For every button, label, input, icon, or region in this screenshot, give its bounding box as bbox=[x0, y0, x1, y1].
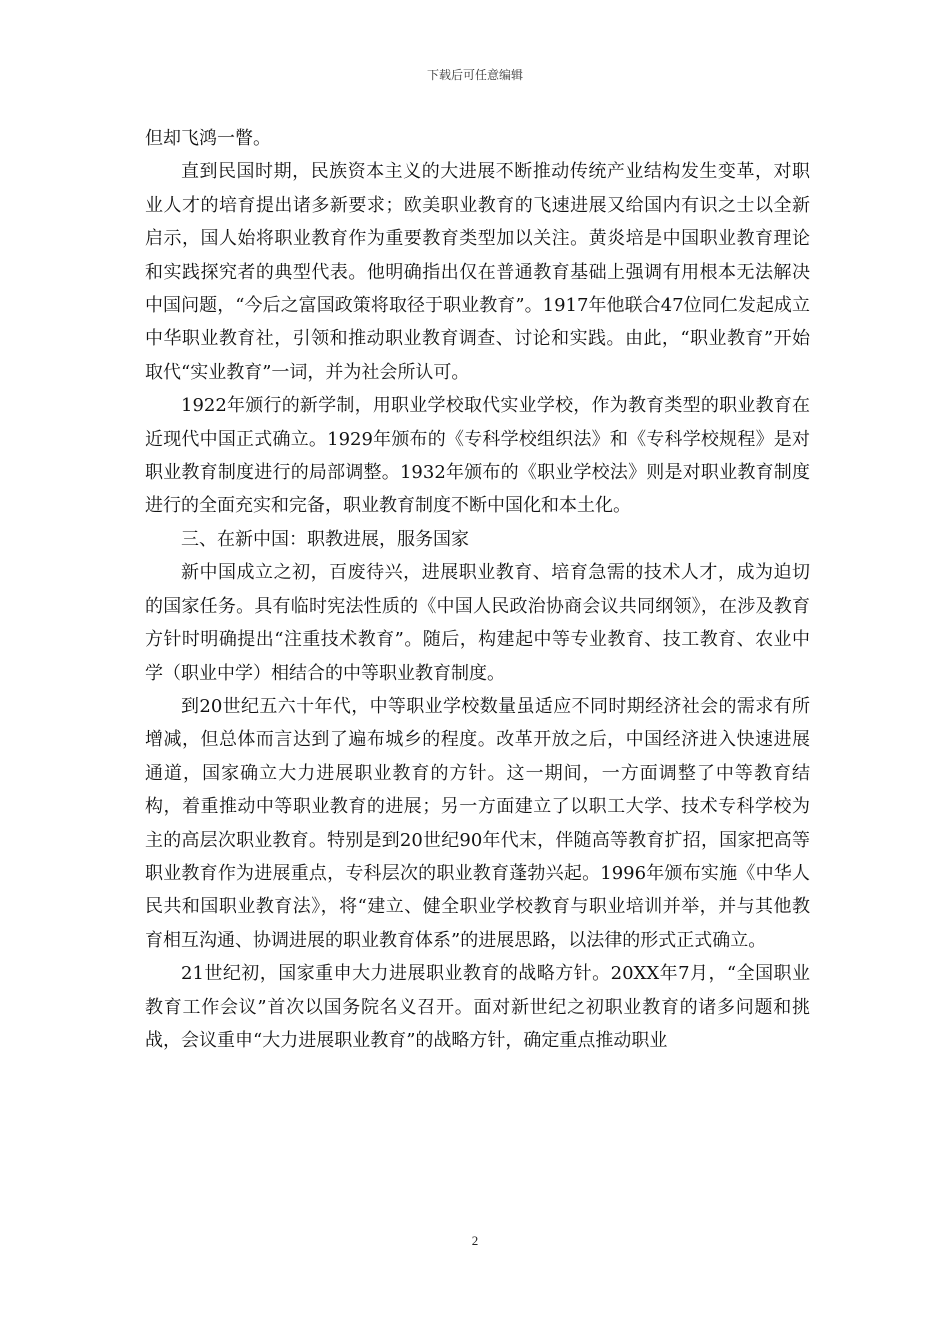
page-header: 下载后可任意编辑 bbox=[426, 68, 523, 82]
section-heading-new-china: 三、在新中国：职教进展，服务国家 bbox=[181, 528, 469, 550]
paragraph-republic-era: 直到民国时期，民族资本主义的大进展不断推动传统产业结构发生变革，对职业人才的培育提出诸多新要求；欧美职业教育的飞速进展又给国内有识之士以全新启示，国人始将职业教育作为重要教育类型加以关注。黄炎培是中国职业教育理论和实践探究者的典型代表。他明确指出仅在普通教育基础上强调有用根本无法解决中国问题，“今后之富国政策将取径于职业教育”。1917年他联合47位同仁发起成立中华职业教育社，引领和推动职业教育调查、讨论和实践。由此，“职业教育”开始取代“实业教育”一词，并为社会所认可。 bbox=[145, 161, 810, 383]
page-number: 2 bbox=[471, 1233, 479, 1248]
paragraph-21st-century: 21世纪初，国家重申大力进展职业教育的战略方针。20XX年7月，“全国职业教育工作会议”首次以国务院名义召开。面对新世纪之初职业教育的诸多问题和挑战，会议重申“大力进展职业教育”的战略方针，确定重点推动职业 bbox=[145, 963, 810, 1051]
document-body bbox=[145, 122, 810, 1057]
paragraph-1950s-1990s: 到20世纪五六十年代，中等职业学校数量虽适应不同时期经济社会的需求有所增减，但总体而言达到了遍布城乡的程度。改革开放之后，中国经济进入快速进展通道，国家确立大力进展职业教育的方针。这一期间，一方面调整了中等教育结构，着重推动中等职业教育的进展；另一方面建立了以职工大学、技术专科学校为主的高层次职业教育。特别是到20世纪90年代末，伴随高等教育扩招，国家把高等职业教育作为进展重点，专科层次的职业教育蓬勃兴起。1996年颁布实施《中华人民共和国职业教育法》，将“建立、健全职业学校教育与职业培训并举，并与其他教育相互沟通、协调进展的职业教育体系”的进展思路，以法律的形式正式确立。 bbox=[145, 695, 810, 951]
paragraph-1922-school-system: 1922年颁行的新学制，用职业学校取代实业学校，作为教育类型的职业教育在近现代中国正式确立。1929年颁布的《专科学校组织法》和《专科学校规程》是对职业教育制度进行的局部调整。1932年颁布的《职业学校法》则是对职业教育制度进行的全面充实和完备，职业教育制度不断中国化和本土化。 bbox=[145, 395, 810, 517]
paragraph-early-prc: 新中国成立之初，百废待兴，进展职业教育、培育急需的技术人才，成为迫切的国家任务。具有临时宪法性质的《中国人民政治协商会议共同纲领》，在涉及教育方针时明确提出“注重技术教育”。随后，构建起中等专业教育、技工教育、农业中学（职业中学）相结合的中等职业教育制度。 bbox=[145, 562, 810, 684]
paragraph-continuation: 但却飞鸿一瞥。 bbox=[145, 128, 271, 149]
